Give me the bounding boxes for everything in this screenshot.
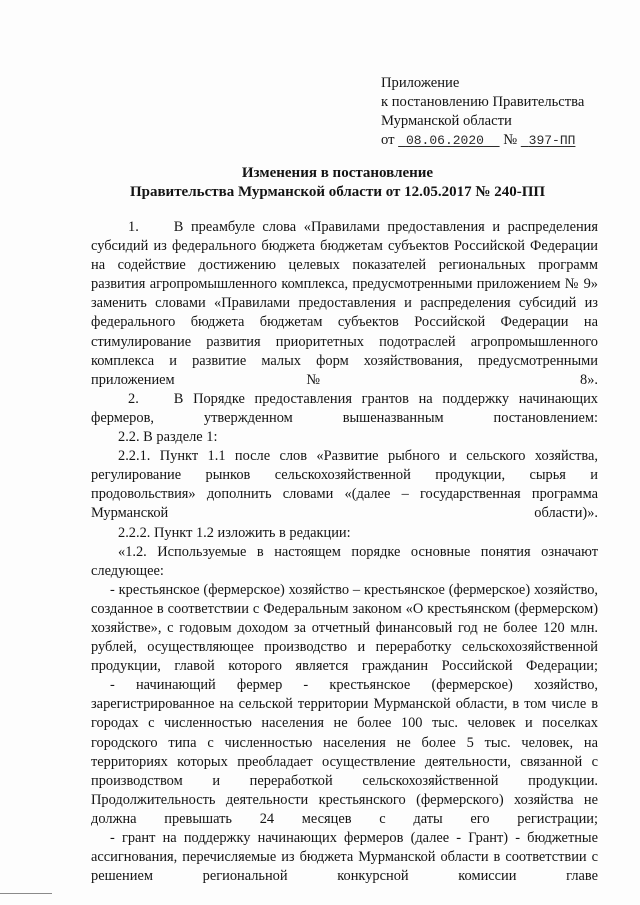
paragraph-2-2: 2.2. В разделе 1: [118,429,218,446]
definition-grant: - грант на поддержку начинающих фермеров (далее - Грант) - бюджетные ассигнования, перечисляемые из бюджета Мурманской области в соответствии с решением региональной конкурсной комиссии главе [91,830,598,885]
number-prefix: № [503,132,518,148]
appendix-region: Мурманской области [381,113,512,129]
resolution-date: 08.06.2020 [405,133,484,148]
document-body [91,218,598,886]
paragraph-number: 1. [128,219,139,235]
document-title [60,164,615,202]
paragraph-text: В Порядке предоставления грантов на поддержку начинающих фермеров, утвержденном вышеназванным постановлением: [91,390,598,426]
definition-beginning-farmer: - начинающий фермер - крестьянское (фермерское) хозяйство, зарегистрированное на сельской территории Мурманской области, в том числе в городах с численностью населения не более 100 тыс. человек и поселках городского типа с численностью населения не более 5 тыс. человек, на территориях которых преобладает осуществление деятельности, связанной с производством и переработкой сельскохозяйственной продукции. Продолжительность деятельности крестьянского (фермерского) хозяйства не должна превышать 24 месяцев с даты его регистрации; [91,677,598,827]
appendix-label: Приложение [381,75,460,91]
paragraph-text: В преамбуле слова «Правилами предоставления и распределения субсидий из федерального бюджета бюджетам субъектов Российской Федерации на содействие достижению целевых показателей региональных программ развития агропромышленного комплекса, предусмотренными приложением № 9» заменить словами «Правилами предоставления и распределения субсидий из федерального бюджета бюджетам субъектов Российской Федерации на стимулирование развития приоритетных подотраслей агропромышленного комплекса и развитие малых форм хозяйствования, предусмотренными приложением № 8». [91,219,598,388]
definition-farm: - крестьянское (фермерское) хозяйство – крестьянское (фермерское) хозяйство, созданное в соответствии с Федеральным законом «О крестьянском (фермерском) хозяйстве», с годовым доходом за отчетный финансовый год не более 120 млн. рублей, осуществляющее производство и переработку сельскохозяйственной продукции, главой которого является гражданин Российской Федерации; [91,581,598,675]
paragraph-number: 2. [128,390,139,407]
appendix-header [381,74,584,150]
title-line-1: Изменения в постановление [241,165,434,181]
appendix-date-number-line [381,131,584,150]
appendix-resolution-ref: к постановлению Правительства [381,94,585,110]
paragraph-2-2-2: 2.2.2. Пункт 1.2 изложить в редакции: [118,524,351,541]
paragraph-1 [91,218,598,390]
paragraph-1-2-quote: «1.2. Используемые в настоящем порядке основные понятия означают следующее: [91,543,598,579]
paragraph-2-2-1: 2.2.1. Пункт 1.1 после слов «Развитие рыбного и сельского хозяйства, регулирование рынков сельскохозяйственной продукции, сырья и продовольствия» дополнить словами «(далее – государственная программа Мурманской области)». [91,448,598,522]
title-line-2: Правительства Мурманской области от 12.05.2017 № 240-ПП [129,184,546,200]
resolution-number: 397-ПП [528,133,576,148]
paragraph-2 [91,390,598,428]
date-prefix: от [381,132,395,148]
scan-edge-line [0,893,52,894]
